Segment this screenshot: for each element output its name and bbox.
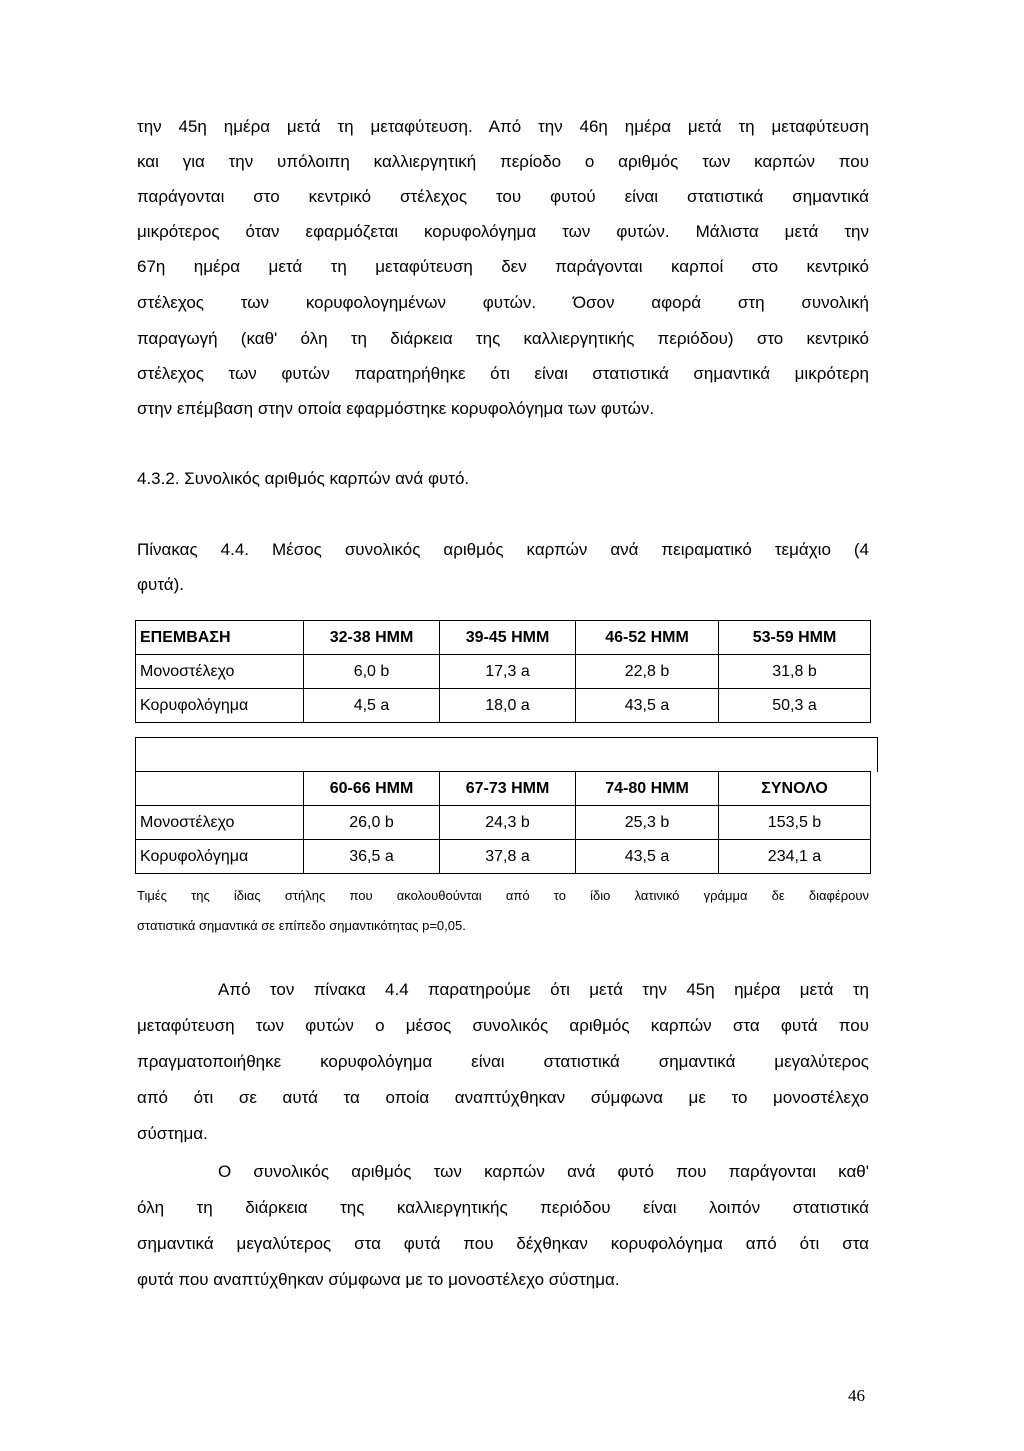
table-cell: 36,5 a bbox=[304, 840, 440, 874]
table-cell: 26,0 b bbox=[304, 806, 440, 840]
table-caption-line-2: φυτά). bbox=[137, 575, 185, 594]
paragraph1-line-8: στέλεχος των φυτών παρατηρήθηκε ότι είναι στατιστικά σημαντικά μικρότερη bbox=[137, 364, 869, 383]
table-row bbox=[136, 689, 871, 723]
table-cell: 6,0 b bbox=[304, 655, 440, 689]
table-header-row bbox=[136, 772, 871, 806]
table-row bbox=[136, 806, 871, 840]
table-cell: 17,3 a bbox=[440, 655, 576, 689]
row-label: Μονοστέλεχο bbox=[136, 806, 304, 840]
paragraph1-line-9: στην επέμβαση στην οποία εφαρμόστηκε κορυφολόγημα των φυτών. bbox=[137, 399, 655, 418]
paragraph1-line-2: και για την υπόλοιπη καλλιεργητική περίοδο ο αριθμός των καρπών που bbox=[137, 152, 869, 171]
table-caption-line-1: Πίνακας 4.4. Μέσος συνολικός αριθμός καρπών ανά πειραματικό τεμάχιο (4 bbox=[137, 540, 869, 559]
table-cell: 234,1 a bbox=[719, 840, 871, 874]
page-number: 46 bbox=[848, 1386, 865, 1405]
table-cell: 43,5 a bbox=[576, 689, 719, 723]
table-cell: 18,0 a bbox=[440, 689, 576, 723]
paragraph2-line-2: μεταφύτευση των φυτών ο μέσος συνολικός αριθμός καρπών στα φυτά που bbox=[137, 1016, 869, 1035]
results-table-part1 bbox=[135, 620, 871, 723]
table-cell: 22,8 b bbox=[576, 655, 719, 689]
paragraph2-line-3: πραγματοποιήθηκε κορυφολόγημα είναι στατιστικά σημαντικά μεγαλύτερος bbox=[137, 1052, 869, 1071]
table-cell: 31,8 b bbox=[719, 655, 871, 689]
table-cell: 4,5 a bbox=[304, 689, 440, 723]
column-header: 46-52 ΗΜΜ bbox=[576, 621, 719, 655]
table-note-line-1: Τιμές της ίδιας στήλης που ακολουθούνται από το ίδιο λατινικό γράμμα δε διαφέρουν bbox=[137, 888, 869, 903]
column-header-empty bbox=[136, 772, 304, 806]
table-cell: 25,3 b bbox=[576, 806, 719, 840]
paragraph3-line-4: φυτά που αναπτύχθηκαν σύμφωνα με το μονοστέλεχο σύστημα. bbox=[137, 1270, 620, 1289]
paragraph1-line-3: παράγονται στο κεντρικό στέλεχος του φυτού είναι στατιστικά σημαντικά bbox=[137, 187, 869, 206]
table-cell: 153,5 b bbox=[719, 806, 871, 840]
column-header: 32-38 ΗΜΜ bbox=[304, 621, 440, 655]
row-label: Κορυφολόγημα bbox=[136, 840, 304, 874]
table-note-line-2: στατιστικά σημαντικά σε επίπεδο σημαντικότητας p=0,05. bbox=[137, 918, 466, 933]
paragraph1-line-1: την 45η ημέρα μετά τη μεταφύτευση. Από την 46η ημέρα μετά τη μεταφύτευση bbox=[137, 117, 869, 136]
row-label: Μονοστέλεχο bbox=[136, 655, 304, 689]
column-header: 60-66 ΗΜΜ bbox=[304, 772, 440, 806]
column-header: ΣΥΝΟΛΟ bbox=[719, 772, 871, 806]
table-cell: 37,8 a bbox=[440, 840, 576, 874]
table-row bbox=[136, 655, 871, 689]
row-label: Κορυφολόγημα bbox=[136, 689, 304, 723]
table-spacer-row bbox=[135, 737, 878, 772]
column-header: 67-73 ΗΜΜ bbox=[440, 772, 576, 806]
section-heading: 4.3.2. Συνολικός αριθμός καρπών ανά φυτό. bbox=[137, 469, 470, 488]
paragraph1-line-5: 67η ημέρα μετά τη μεταφύτευση δεν παράγονται καρποί στο κεντρικό bbox=[137, 257, 869, 276]
paragraph1-line-6: στέλεχος των κορυφολογημένων φυτών. Όσον αφορά στη συνολική bbox=[137, 293, 869, 312]
table-cell: 43,5 a bbox=[576, 840, 719, 874]
paragraph1-line-4: μικρότερος όταν εφαρμόζεται κορυφολόγημα των φυτών. Μάλιστα μετά την bbox=[137, 222, 869, 241]
table-row bbox=[136, 840, 871, 874]
results-table-part2 bbox=[135, 771, 871, 874]
paragraph3-line-3: σημαντικά μεγαλύτερος στα φυτά που δέχθηκαν κορυφολόγημα από ότι στα bbox=[137, 1234, 869, 1253]
paragraph2-line-5: σύστημα. bbox=[137, 1124, 208, 1143]
paragraph2-line-4: από ότι σε αυτά τα οποία αναπτύχθηκαν σύμφωνα με το μονοστέλεχο bbox=[137, 1088, 869, 1107]
column-header: 53-59 ΗΜΜ bbox=[719, 621, 871, 655]
table-cell: 50,3 a bbox=[719, 689, 871, 723]
table-header-row bbox=[136, 621, 871, 655]
paragraph2-line-1: Από τον πίνακα 4.4 παρατηρούμε ότι μετά την 45η ημέρα μετά τη bbox=[218, 980, 869, 999]
paragraph1-line-7: παραγωγή (καθ' όλη τη διάρκεια της καλλιεργητικής περιόδου) στο κεντρικό bbox=[137, 329, 869, 348]
column-header-treatment: ΕΠΕΜΒΑΣΗ bbox=[136, 621, 304, 655]
table-cell: 24,3 b bbox=[440, 806, 576, 840]
column-header: 39-45 ΗΜΜ bbox=[440, 621, 576, 655]
paragraph3-line-2: όλη τη διάρκεια της καλλιεργητικής περιόδου είναι λοιπόν στατιστικά bbox=[137, 1198, 869, 1217]
column-header: 74-80 ΗΜΜ bbox=[576, 772, 719, 806]
paragraph3-line-1: Ο συνολικός αριθμός των καρπών ανά φυτό που παράγονται καθ' bbox=[218, 1162, 869, 1181]
